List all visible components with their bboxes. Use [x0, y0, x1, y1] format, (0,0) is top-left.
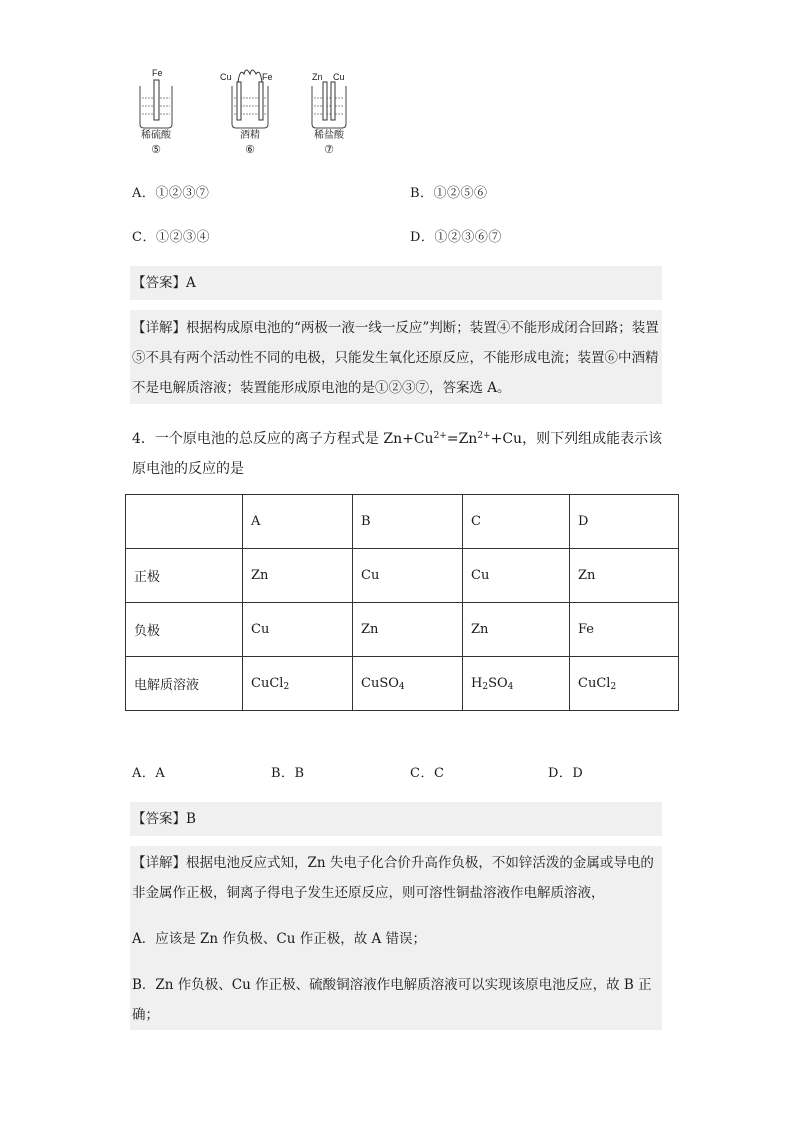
q4-detail: 【详解】根据电池反应式知，Zn 失电子化合价升高作负极，不如锌活泼的金属或导电的非金属作正极，铜离子得电子发生还原反应，则可溶性铜盐溶液作电解质溶液， [132, 855, 654, 901]
q4-table [125, 494, 679, 711]
table-cell: Cu [243, 603, 353, 657]
table-row-header [126, 495, 679, 549]
q3-option-b: B．①②⑤⑥ [410, 186, 488, 201]
table-cell: Zn [570, 549, 679, 603]
table-cell [570, 657, 679, 711]
figure-5 [132, 62, 202, 158]
table-row-negative [126, 603, 679, 657]
formula-subscript: 4 [507, 681, 514, 692]
figure-number: ⑤ [151, 143, 161, 156]
table-cell: B [353, 495, 463, 549]
q4-detail-line-a: A．应该是 Zn 作负极、Cu 作正极，故 A 错误； [132, 931, 427, 947]
q4-detail-line-b: B．Zn 作负极、Cu 作正极、硫酸铜溶液作电解质溶液可以实现该原电池反应，故 B 正确； [132, 977, 652, 1023]
table-cell: Cu [463, 549, 570, 603]
table-cell: C [463, 495, 570, 549]
table-row-electrolyte [126, 657, 679, 711]
q4-stem-part-a: 4．一个原电池的总反应的离子方程式是 Zn+Cu [132, 431, 434, 447]
table-cell: Zn [243, 549, 353, 603]
q3-detail: 【详解】根据构成原电池的“两极一液一线一反应”判断；装置④不能形成闭合回路；装置⑤不具有两个活动性不同的电极，只能发生氧化还原反应，不能形成电流；装置⑥中酒精不是电解质溶液；装置能形成原电池的是①②③⑦，答案选 A。 [132, 320, 659, 396]
table-cell [126, 495, 243, 549]
electrode-label-fe: Fe [262, 72, 273, 82]
formula-part: CuSO [361, 675, 399, 691]
formula-subscript: 2 [610, 681, 617, 692]
electrode-label-cu: Cu [220, 72, 232, 82]
formula-part: H [471, 675, 483, 691]
table-row-positive [126, 549, 679, 603]
q3-option-c: C．①②③④ [132, 230, 210, 245]
q4-option-d: D．D [548, 766, 584, 781]
q3-option-d: D．①②③⑥⑦ [410, 230, 502, 245]
beaker-7-icon [308, 62, 368, 132]
formula-part: CuCl [578, 675, 611, 691]
figure-number: ⑦ [324, 143, 334, 156]
q4-stem-part-c: +Cu，则下列组成能表示该原电池的反应的是 [132, 431, 663, 477]
beaker-6-icon [218, 62, 288, 132]
q4-stem-charge-2: 2+ [477, 431, 491, 441]
formula-part: SO [488, 675, 508, 691]
table-cell: 电解质溶液 [126, 657, 243, 711]
figure-6 [218, 62, 288, 158]
q4-option-c: C．C [410, 766, 445, 781]
beaker-5-icon [132, 62, 192, 132]
table-cell: 负极 [126, 603, 243, 657]
electrode-label-zn: Zn [312, 72, 323, 82]
figure-7 [308, 62, 378, 158]
q3-option-a: A．①②③⑦ [132, 186, 210, 201]
table-cell: Zn [463, 603, 570, 657]
table-cell: Fe [570, 603, 679, 657]
q4-answer: 【答案】B [132, 811, 196, 827]
figure-number: ⑥ [245, 143, 255, 156]
electrode-label-cu: Cu [333, 72, 345, 82]
electrode-label-fe: Fe [152, 68, 163, 78]
q4-stem-part-b: =Zn [446, 431, 478, 447]
solution-label: 稀硫酸 [141, 130, 171, 141]
table-cell: 正极 [126, 549, 243, 603]
q4-option-a: A．A [132, 766, 166, 781]
q3-answer: 【答案】A [132, 275, 196, 291]
formula-part: CuCl [251, 675, 284, 691]
formula-subscript: 4 [398, 681, 405, 692]
solution-label: 稀盐酸 [314, 130, 344, 141]
table-cell: Zn [353, 603, 463, 657]
q4-stem [132, 421, 672, 484]
table-cell: Cu [353, 549, 463, 603]
table-cell [353, 657, 463, 711]
q4-option-b: B．B [271, 766, 305, 781]
table-cell: D [570, 495, 679, 549]
table-cell [243, 657, 353, 711]
table-cell [463, 657, 570, 711]
formula-subscript: 2 [482, 681, 489, 692]
solution-label: 酒精 [240, 130, 260, 141]
table-cell: A [243, 495, 353, 549]
formula-subscript: 2 [283, 681, 290, 692]
q4-stem-charge-1: 2+ [433, 431, 447, 441]
